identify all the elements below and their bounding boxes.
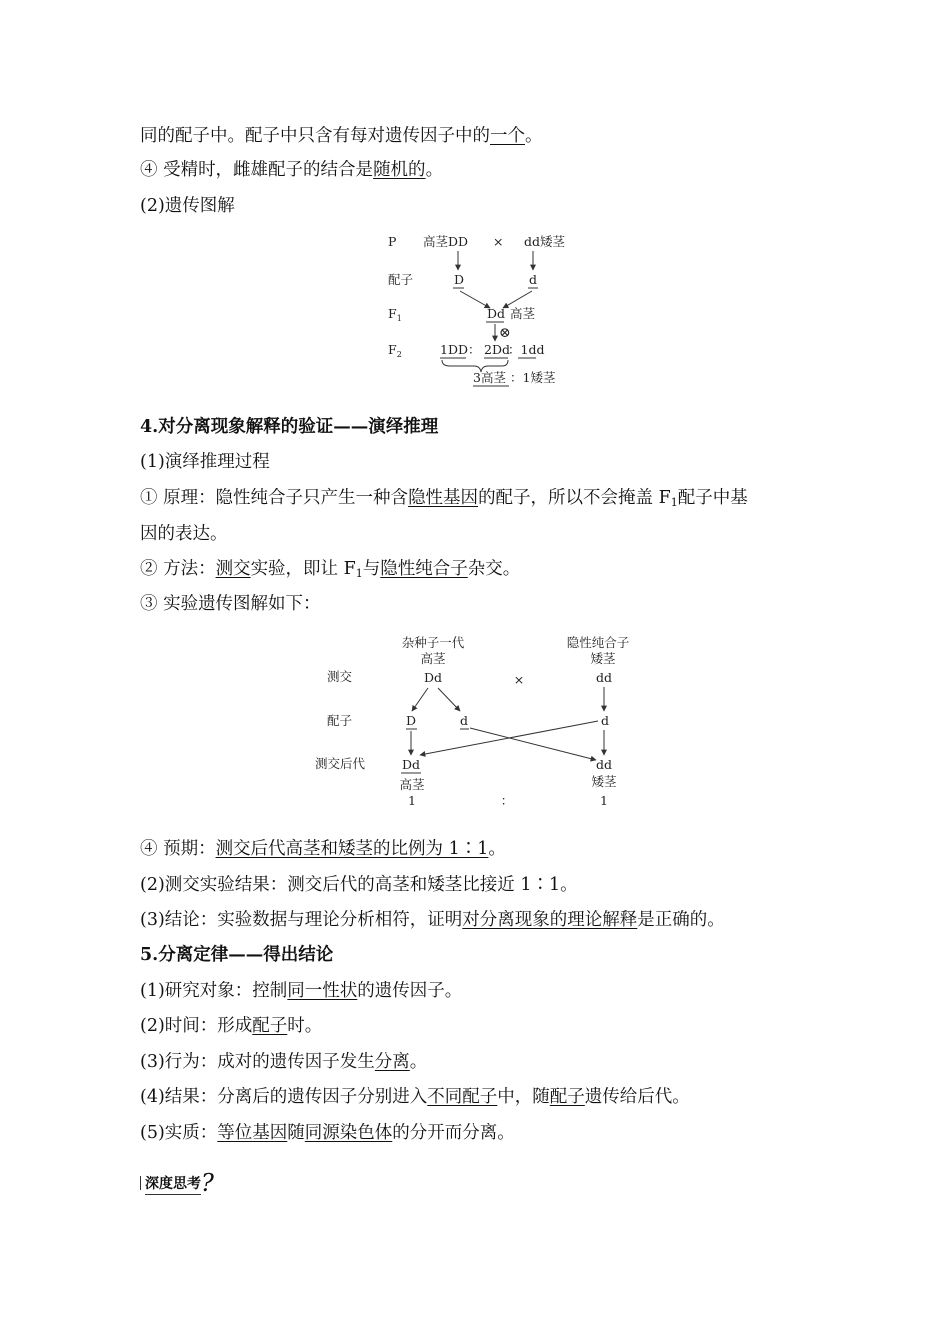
cross-symbol: × (493, 234, 504, 249)
question-mark-icon: ? (201, 1169, 214, 1197)
cross-symbol: × (513, 672, 525, 687)
ratio-tall: 3高茎 (473, 370, 506, 385)
f1-genotype: Dd (487, 306, 506, 321)
o1-number: 1 (408, 793, 416, 808)
section4-l5: ③ 实验遗传图解如下： (140, 594, 321, 614)
cross-diagram (370, 228, 590, 390)
p1-phenotype: 高茎 (420, 651, 446, 666)
gamete-label: 配子 (327, 713, 353, 728)
ratio-dwarf: ：1矮茎 (510, 370, 556, 385)
section4-heading: 4.对分离现象解释的验证——演绎推理 (140, 417, 439, 437)
section5-l4: (4)结果：分离后的遗传因子分别进入不同配子中，随配子遗传给后代。 (140, 1087, 690, 1107)
parent2: dd矮茎 (524, 234, 566, 249)
self-cross-symbol: ⊗ (499, 325, 511, 341)
o2-phenotype: 矮茎 (591, 774, 617, 789)
deep-thinking-label: 深度思考? (140, 1166, 214, 1194)
f2-dd-homo: 1DD (440, 342, 468, 357)
f1-label: $F_1$ (388, 306, 402, 323)
section4-l2: ① 原理：隐性纯合子只产生一种含隐性基因的配子，所以不会掩盖 $F_1$配子中基 (140, 488, 748, 509)
para-fertilize: ④ 受精时，雌雄配子的结合是随机的。 (140, 160, 444, 180)
section4-l6: ④ 预期：测交后代高茎和矮茎的比例为 1∶1。 (140, 839, 506, 859)
section5-l1: (1)研究对象：控制同一性状的遗传因子。 (140, 981, 463, 1001)
section4-l8: (3)结论：实验数据与理论分析相符，证明对分离现象的理论解释是正确的。 (140, 910, 725, 930)
section5-l5: (5)实质：等位基因随同源染色体的分开而分离。 (140, 1123, 515, 1143)
f1-phenotype: 高茎 (510, 306, 536, 321)
testcross-label: 测交 (327, 669, 353, 684)
o1-genotype: Dd (401, 757, 421, 772)
parent1: 高茎DD (423, 234, 469, 249)
section5-l3: (3)行为：成对的遗传因子发生分离。 (140, 1052, 428, 1072)
p1-title: 杂种子一代 (401, 635, 465, 650)
sub-heading-diagram: (2)遗传图解 (140, 196, 235, 216)
section4-l7: (2)测交实验结果：测交后代的高茎和矮茎比接近 1∶1。 (140, 875, 578, 895)
section5-l2: (2)时间：形成配子时。 (140, 1016, 323, 1036)
ratio-colon: ： (500, 793, 514, 808)
f2-sep1: ： (468, 342, 481, 357)
o2-genotype: dd (595, 757, 613, 772)
p2-title: 隐性纯合子 (566, 635, 630, 650)
gamete-label: 配子 (388, 272, 414, 287)
section5-heading: 5.分离定律——得出结论 (140, 945, 334, 965)
p1-genotype: Dd (423, 670, 443, 685)
p-label: P (388, 234, 397, 249)
label-bar-icon (140, 1176, 143, 1190)
f2-dd-hetero: 2Dd (484, 342, 510, 357)
offspring-label: 测交后代 (315, 756, 366, 771)
section4-l1: (1)演绎推理过程 (140, 452, 270, 472)
testcross-diagram (300, 632, 660, 812)
gamete-d: d (529, 272, 538, 287)
p2-genotype: dd (595, 670, 613, 685)
gamete-d2: d (600, 713, 610, 728)
p2-phenotype: 矮茎 (590, 651, 616, 666)
gamete-d1: d (459, 713, 469, 728)
section4-l3: 因的表达。 (140, 524, 228, 544)
gamete-D: D (405, 713, 417, 728)
f2-label: $F_2$ (388, 342, 402, 359)
para-gametes: 同的配子中。配子中只含有每对遗传因子中的一个。 (140, 126, 543, 146)
o1-phenotype: 高茎 (399, 777, 425, 792)
o2-number: 1 (600, 793, 608, 808)
gamete-D: D (454, 272, 465, 287)
f2-sep2: ：1dd (508, 342, 545, 357)
section4-l4: ② 方法：测交实验，即让 $F_1$与隐性纯合子杂交。 (140, 559, 521, 580)
